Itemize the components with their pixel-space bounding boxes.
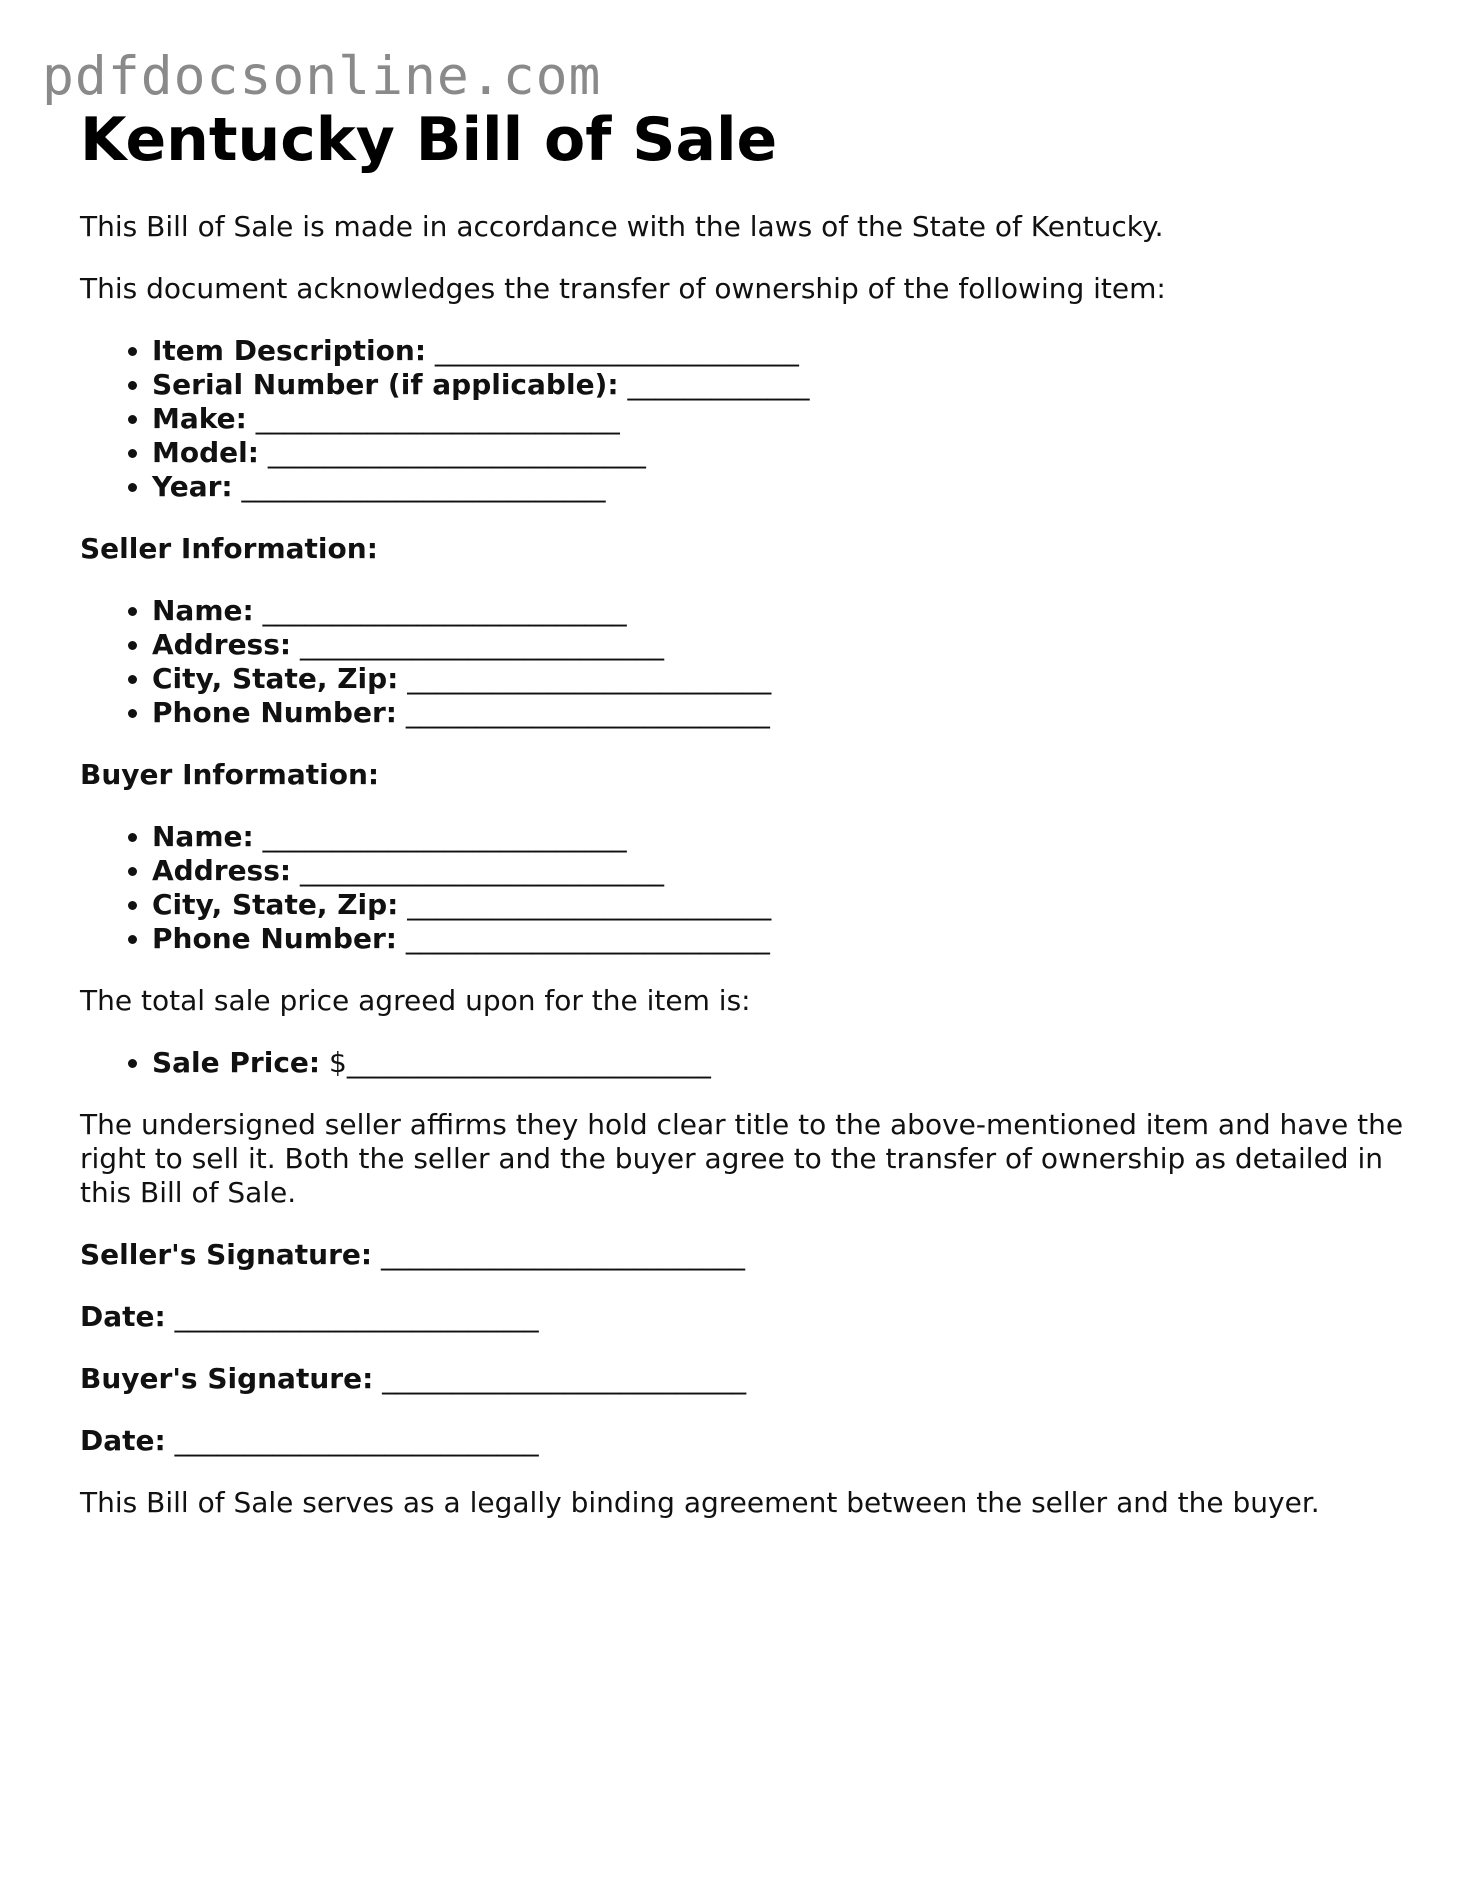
buyer-phone-field[interactable] bbox=[152, 922, 1410, 956]
field-blank[interactable]: __________________________ bbox=[300, 854, 664, 887]
field-blank[interactable]: $__________________________ bbox=[329, 1046, 711, 1079]
seller-fields-list bbox=[80, 594, 1410, 730]
date-blank[interactable]: __________________________ bbox=[174, 1300, 539, 1333]
make-field[interactable] bbox=[152, 402, 1410, 436]
signature-blank[interactable]: __________________________ bbox=[382, 1362, 747, 1395]
field-label: Model: bbox=[152, 436, 259, 469]
signature-blank[interactable]: __________________________ bbox=[381, 1238, 745, 1271]
buyer-signature-field[interactable] bbox=[80, 1362, 1410, 1396]
year-field[interactable] bbox=[152, 470, 1410, 504]
field-blank[interactable]: __________________________ bbox=[262, 594, 627, 627]
intro-paragraph-2: This document acknowledges the transfer of ownership of the following item: bbox=[80, 272, 1166, 305]
field-label: Serial Number (if applicable): bbox=[152, 368, 619, 401]
document-title: Kentucky Bill of Sale bbox=[80, 105, 778, 175]
field-label: Name: bbox=[152, 594, 254, 627]
field-label: Item Description: bbox=[152, 334, 427, 367]
price-intro: The total sale price agreed upon for the item is: bbox=[80, 984, 751, 1017]
field-blank[interactable]: __________________________ bbox=[407, 662, 772, 695]
field-label: Date: bbox=[80, 1300, 166, 1333]
buyer-city-state-zip-field[interactable] bbox=[152, 888, 1410, 922]
field-label: Seller's Signature: bbox=[80, 1238, 373, 1271]
watermark: pdfdocsonline.com bbox=[42, 46, 602, 107]
field-label: Address: bbox=[152, 628, 292, 661]
seller-city-state-zip-field[interactable] bbox=[152, 662, 1410, 696]
field-blank[interactable]: ___________________________ bbox=[267, 436, 646, 469]
field-blank[interactable]: __________________________ bbox=[262, 820, 627, 853]
field-blank[interactable]: __________________________ bbox=[405, 696, 770, 729]
closing-paragraph: This Bill of Sale serves as a legally binding agreement between the seller and the buyer. bbox=[80, 1486, 1320, 1519]
field-label: City, State, Zip: bbox=[152, 662, 399, 695]
seller-info-heading: Seller Information: bbox=[80, 532, 378, 565]
seller-name-field[interactable] bbox=[152, 594, 1410, 628]
model-field[interactable] bbox=[152, 436, 1410, 470]
seller-phone-field[interactable] bbox=[152, 696, 1410, 730]
seller-signature-field[interactable] bbox=[80, 1238, 1410, 1272]
field-label: Sale Price: bbox=[152, 1046, 321, 1079]
field-label: Name: bbox=[152, 820, 254, 853]
buyer-name-field[interactable] bbox=[152, 820, 1410, 854]
item-fields-list bbox=[80, 334, 1410, 504]
item-description-field[interactable] bbox=[152, 334, 1410, 368]
field-blank[interactable]: __________________________ bbox=[241, 470, 606, 503]
intro-paragraph-1: This Bill of Sale is made in accordance with the laws of the State of Kentucky. bbox=[80, 210, 1164, 243]
field-label: Phone Number: bbox=[152, 696, 397, 729]
field-blank[interactable]: _____________ bbox=[627, 368, 810, 401]
buyer-date-field[interactable] bbox=[80, 1424, 1410, 1458]
field-blank[interactable]: __________________________ bbox=[434, 334, 799, 367]
buyer-address-field[interactable] bbox=[152, 854, 1410, 888]
serial-number-field[interactable] bbox=[152, 368, 1410, 402]
field-label: Address: bbox=[152, 854, 292, 887]
buyer-info-heading: Buyer Information: bbox=[80, 758, 380, 791]
seller-date-field[interactable] bbox=[80, 1300, 1410, 1334]
field-label: Phone Number: bbox=[152, 922, 397, 955]
buyer-fields-list bbox=[80, 820, 1410, 956]
field-label: Year: bbox=[152, 470, 233, 503]
field-blank[interactable]: __________________________ bbox=[405, 922, 770, 955]
price-list bbox=[80, 1046, 1410, 1080]
seller-address-field[interactable] bbox=[152, 628, 1410, 662]
field-label: Date: bbox=[80, 1424, 166, 1457]
field-label: Buyer's Signature: bbox=[80, 1362, 374, 1395]
document-page bbox=[80, 100, 1410, 1520]
date-blank[interactable]: __________________________ bbox=[174, 1424, 539, 1457]
field-blank[interactable]: __________________________ bbox=[300, 628, 664, 661]
field-label: City, State, Zip: bbox=[152, 888, 399, 921]
affirmation-paragraph: The undersigned seller affirms they hold clear title to the above-mentioned item and have the right to sell it. Both the seller and the buyer agree to the transfer of ownership as detailed in this Bill of Sale. bbox=[80, 1108, 1404, 1209]
field-label: Make: bbox=[152, 402, 247, 435]
sale-price-field[interactable] bbox=[152, 1046, 1410, 1080]
field-blank[interactable]: __________________________ bbox=[255, 402, 620, 435]
field-blank[interactable]: __________________________ bbox=[407, 888, 772, 921]
